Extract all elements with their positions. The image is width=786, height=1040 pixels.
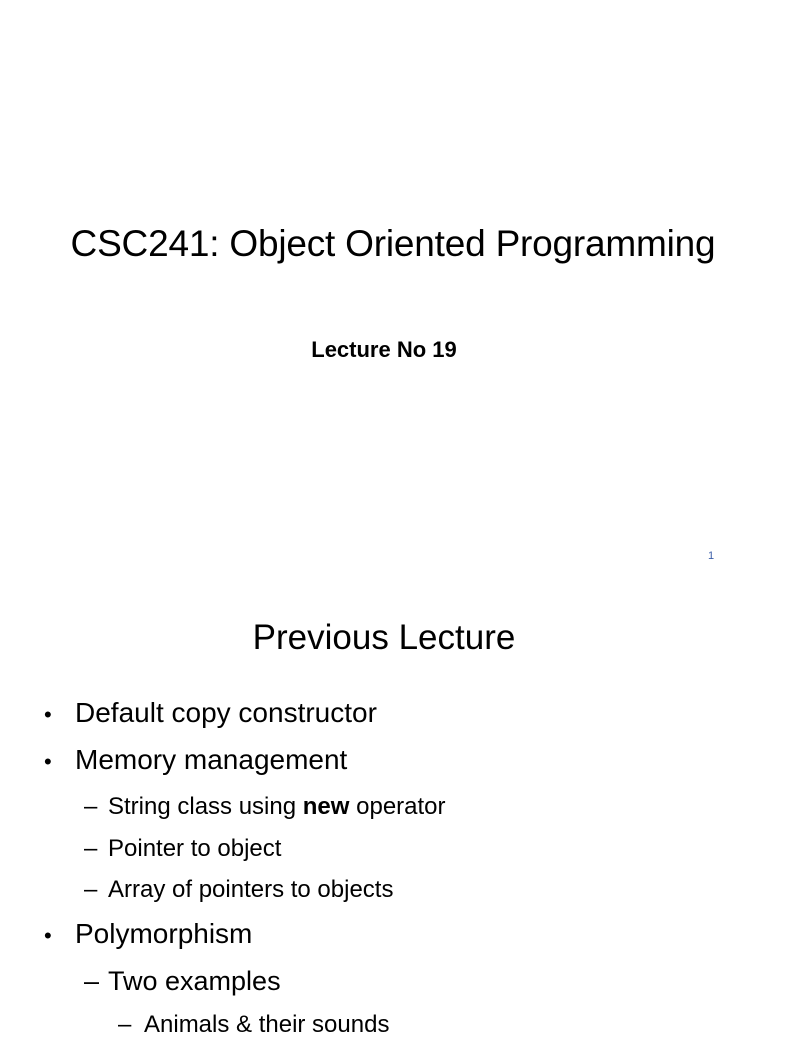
bullet-icon: • (44, 923, 52, 948)
slide-2 (0, 576, 768, 1038)
sub-bullet-text-pre: String class using (108, 793, 303, 820)
bullet-icon: • (44, 749, 52, 774)
slide-title: CSC241: Object Oriented Programming (70, 223, 716, 264)
bullet-item (44, 743, 347, 779)
sub-bullet-text: Pointer to object (108, 835, 282, 862)
sub-sub-bullet-item (118, 1010, 389, 1040)
dash-icon: – (84, 966, 100, 996)
bullet-item (44, 917, 252, 953)
sub-bullet-item (84, 792, 446, 822)
sub-bullet-text: Two examples (108, 966, 281, 996)
dash-icon: – (84, 793, 98, 820)
slide-number: 1 (708, 550, 715, 562)
dash-icon: – (118, 1011, 132, 1038)
slide-title: Previous Lecture (252, 618, 516, 657)
sub-bullet-text-bold: new (302, 793, 350, 820)
sub-sub-bullet-text: Animals & their sounds (144, 1011, 390, 1038)
lecture-number: Lecture No 19 (311, 337, 457, 362)
bullet-icon: • (44, 702, 52, 727)
sub-bullet-text: Array of pointers to objects (108, 876, 394, 903)
bullet-text: Polymorphism (75, 918, 253, 949)
bullet-item (44, 696, 377, 732)
sub-bullet-item (84, 834, 281, 864)
dash-icon: – (84, 835, 98, 862)
sub-bullet-text-post: operator (349, 793, 446, 820)
sub-bullet-item (84, 875, 393, 905)
bullet-text: Memory management (75, 744, 348, 775)
dash-icon: – (84, 876, 98, 903)
bullet-text: Default copy constructor (75, 697, 377, 728)
sub-bullet-item (84, 966, 281, 996)
